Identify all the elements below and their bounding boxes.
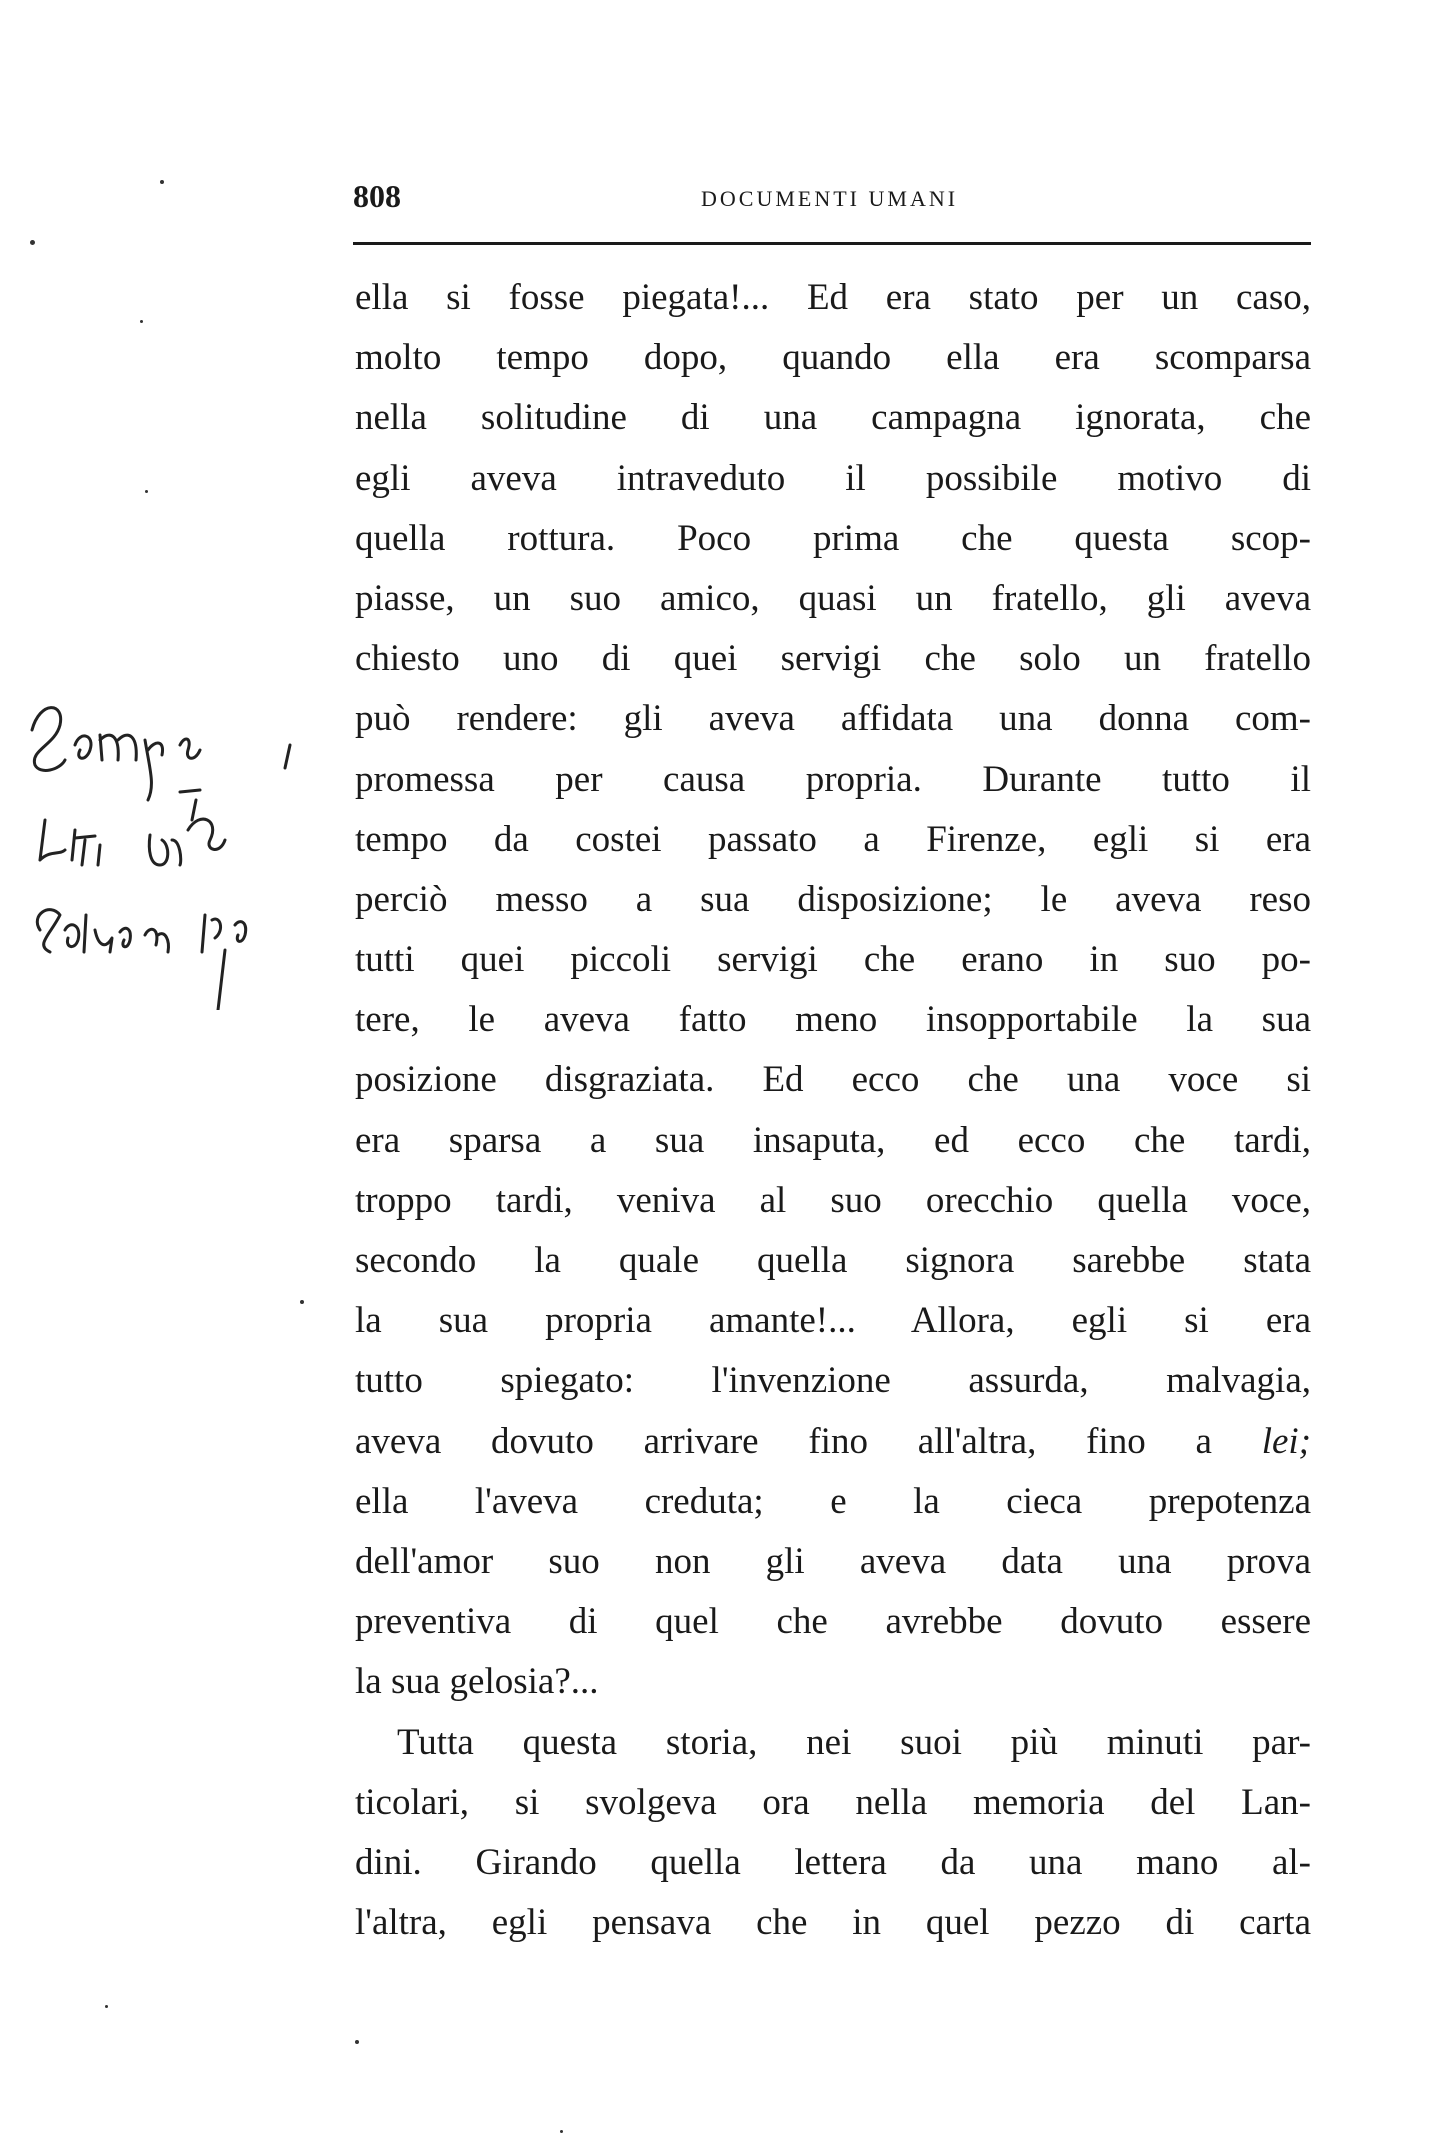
text-line: tempo da costei passato a Firenze, egli si era — [355, 818, 1311, 860]
text-line: egli aveva intraveduto il possibile motivo di — [355, 457, 1311, 499]
body-text — [355, 268, 1311, 1953]
text-line: la sua propria amante!... Allora, egli si era — [355, 1300, 1311, 1342]
text-line: può rendere: gli aveva affidata una donna com- — [355, 698, 1311, 740]
text-line: troppo tardi, veniva al suo orecchio quella voce, — [355, 1179, 1311, 1221]
handwritten-margin-note — [20, 690, 320, 1010]
text-line: Tutta questa storia, nei suoi più minuti par- — [397, 1721, 1311, 1763]
scan-speck — [160, 180, 164, 184]
scan-speck — [105, 2005, 108, 2008]
text-line: tutto spiegato: l'invenzione assurda, malvagia, — [355, 1360, 1311, 1402]
scan-speck — [30, 240, 35, 245]
header-rule — [353, 242, 1311, 245]
text-line: era sparsa a sua insaputa, ed ecco che tardi, — [355, 1119, 1311, 1161]
text-line: l'altra, egli pensava che in quel pezzo di carta — [355, 1902, 1311, 1944]
running-title: DOCUMENTI UMANI — [701, 186, 959, 211]
text-line: quella rottura. Poco prima che questa scop- — [355, 517, 1311, 559]
text-line: dini. Girando quella lettera da una mano al- — [355, 1841, 1311, 1883]
text-line: piasse, un suo amico, quasi un fratello, gli aveva — [355, 577, 1311, 619]
text-line: tere, le aveva fatto meno insopportabile la sua — [355, 999, 1311, 1041]
page-number: 808 — [353, 178, 401, 214]
text-line: ella si fosse piegata!... Ed era stato per un caso, — [355, 277, 1311, 318]
text-line: chiesto uno di quei servigi che solo un fratello — [355, 638, 1311, 680]
text-line: posizione disgraziata. Ed ecco che una voce si — [355, 1059, 1311, 1101]
text-line: ella l'aveva creduta; e la cieca prepotenza — [355, 1480, 1311, 1522]
scan-speck — [560, 2130, 563, 2133]
text-line: dell'amor suo non gli aveva data una prova — [355, 1540, 1311, 1582]
text-line: la sua gelosia?... — [355, 1661, 599, 1703]
scan-speck — [300, 1300, 304, 1304]
text-line-part: aveva dovuto arrivare fino all'altra, fino a — [355, 1420, 1212, 1462]
text-line: promessa per causa propria. Durante tutto il — [355, 758, 1311, 800]
scan-speck — [140, 320, 143, 323]
text-line: tutti quei piccoli servigi che erano in suo po- — [355, 939, 1311, 981]
italic-word: lei; — [1261, 1420, 1312, 1462]
text-line: molto tempo dopo, quando ella era scomparsa — [355, 337, 1311, 379]
text-line: preventiva di quel che avrebbe dovuto essere — [355, 1601, 1311, 1643]
page-header — [353, 178, 1313, 218]
text-line: secondo la quale quella signora sarebbe stata — [355, 1240, 1311, 1281]
scan-speck — [355, 2040, 359, 2044]
text-line-with-italic — [355, 1412, 1311, 1472]
text-line: nella solitudine di una campagna ignorata, che — [355, 397, 1311, 439]
scan-speck — [145, 490, 148, 493]
text-line: perciò messo a sua disposizione; le aveva reso — [355, 878, 1311, 920]
text-line: ticolari, si svolgeva ora nella memoria del Lan- — [355, 1781, 1311, 1823]
